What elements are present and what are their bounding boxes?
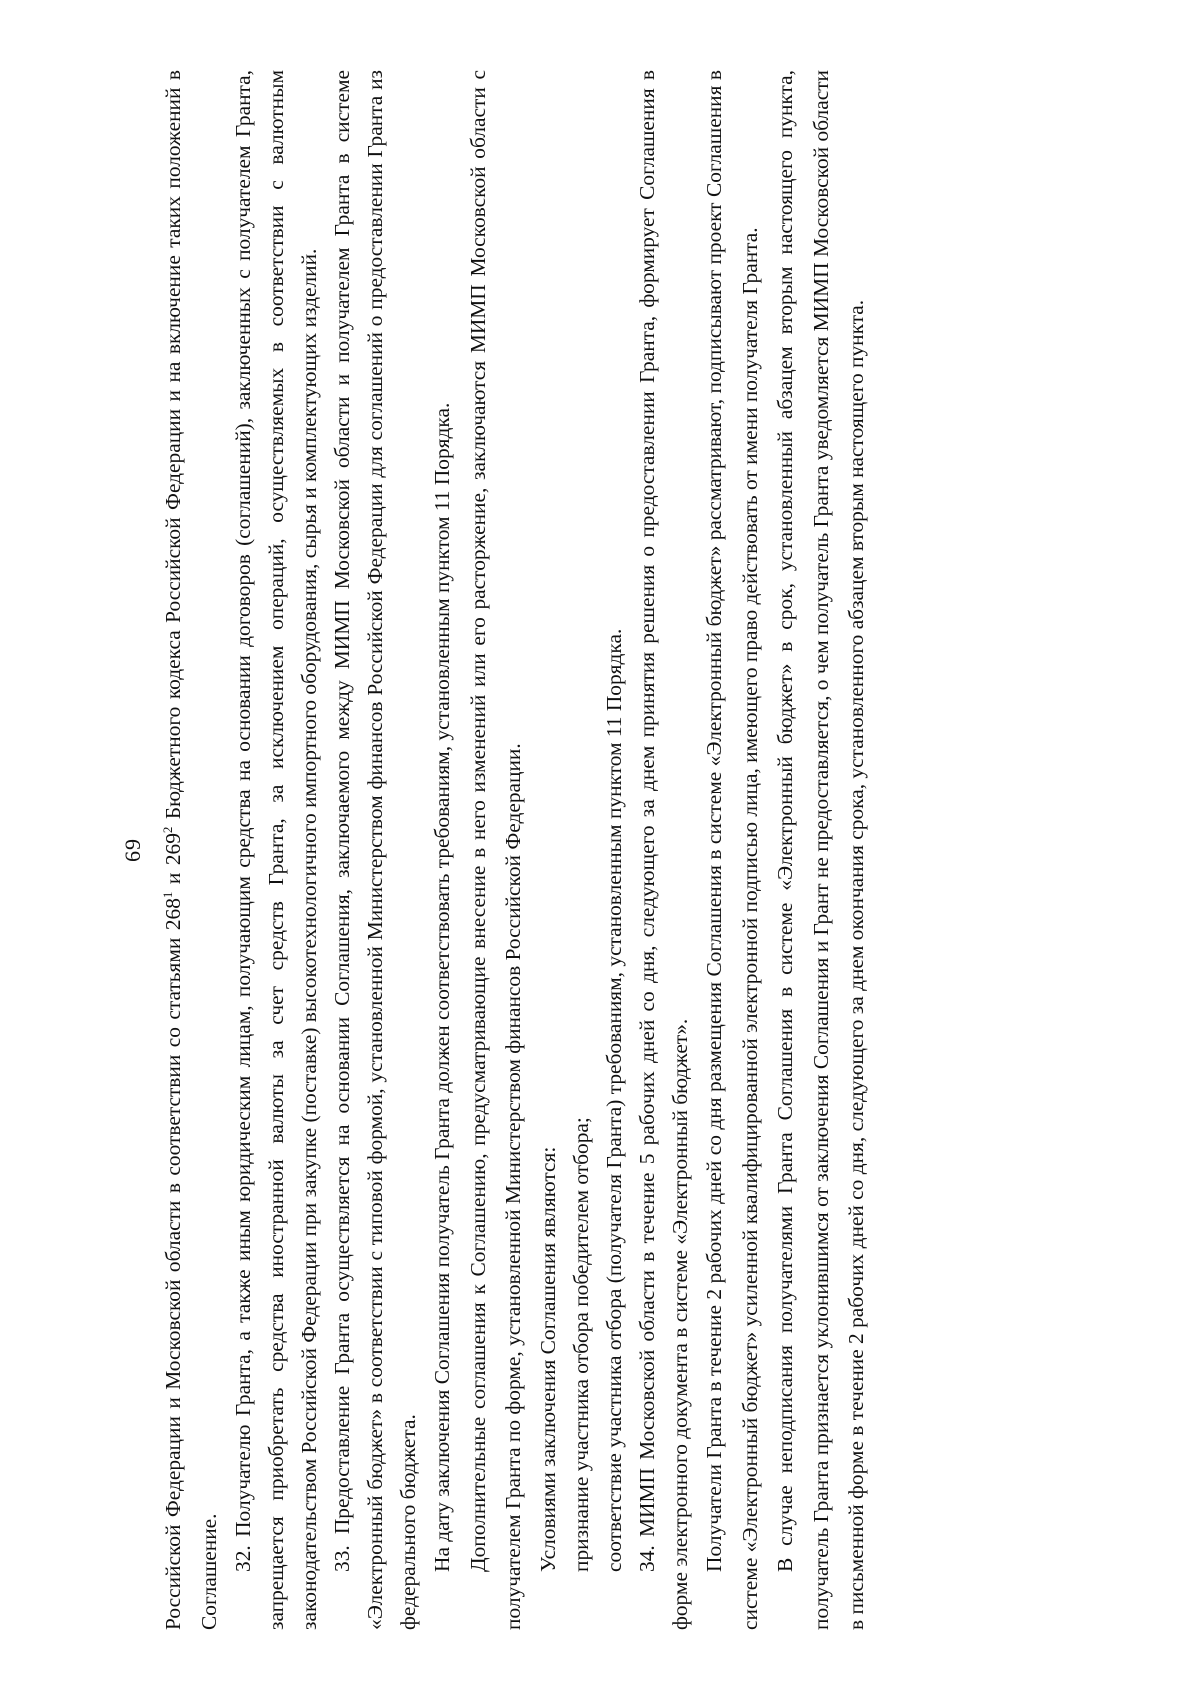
paragraph-continuation — [156, 70, 227, 1630]
paragraph-text: Бюджетного кодекса Российской Федерации и на включение таких положений в Соглашение. — [161, 70, 221, 1630]
page-number: 69 — [120, 838, 145, 862]
paragraph-33-condition-2: соответствие участника отбора (получателя Гранта) требованиям, установленным пунктом 11 Порядка. — [601, 628, 626, 1572]
document-body — [156, 70, 875, 1630]
paragraph-34-refusal: В случае неподписания получателями Гранта Соглашения в системе «Электронный бюджет» в срок, установленный абзацем вторым настоящего пункта, получатель Гранта признается уклонившимся от заключения Соглашения и Грант не предоставляется, о чем получатель Гранта уведомляется МИМП Московской области в письменной форме в течение 2 рабочих дней со дня, следующего за днем окончания срока, установленного абзацем вторым настоящего пункта. — [773, 70, 869, 1630]
paragraph-text: Российской Федерации и Московской области в соответствии со статьями 268 — [161, 898, 185, 1630]
paragraph-33-amendments: Дополнительные соглашения к Соглашению, предусматривающие внесение в него изменений или его расторжение, заключаются МИМП Московской области с получателем Гранта по форме, установленной Министерством финансов Российской Федерации. — [465, 70, 526, 1630]
paragraph-34: 34. МИМП Московской области в течение 5 рабочих дней со дня, следующего за днем принятия решения о предоставлении Гранта, формирует Соглашения в форме электронного документа в системе «Электронный бюджет». — [634, 70, 692, 1630]
superscript: 1 — [159, 891, 175, 899]
paragraph-text: и 269 — [161, 833, 185, 892]
paragraph-33-condition-1: признание участника отбора победителем отбора; — [568, 1117, 593, 1572]
document-page — [120, 70, 1120, 1630]
paragraph-32: 32. Получателю Гранта, а также иным юридическим лицам, получающим средства на основании договоров (соглашений), заключенных с получателем Гранта, запрещается приобретать средства иностранной валюты за счет средств Гранта, за исключением операций, осуществляемых в соответствии с валютным законодательством Российской Федерации при закупке (поставке) высокотехнологичного импортного оборудования, сырья и комплектующих изделий. — [231, 70, 322, 1630]
paragraph-33-conditions: Условиями заключения Соглашения являются: — [535, 1146, 560, 1572]
paragraph-33: 33. Предоставление Гранта осуществляется на основании Соглашения, заключаемого между МИМП Московской области и получателем Гранта в системе «Электронный бюджет» в соответствии с типовой формой, установленной Министерством финансов Российской Федерации для соглашений о предоставлении Гранта из федерального бюджета. — [330, 70, 421, 1630]
paragraph-33-date: На дату заключения Соглашения получатель Гранта должен соответствовать требованиям, установленным пунктом 11 Порядка. — [430, 402, 455, 1572]
paragraph-34-signing: Получатели Гранта в течение 2 рабочих дней со дня размещения Соглашения в системе «Электронный бюджет» рассматривают, подписывают проект Соглашения в системе «Электронный бюджет» усиленной квалифицированной электронной подписью лица, имеющего право действовать от имени получателя Гранта. — [701, 70, 762, 1630]
superscript: 2 — [159, 826, 175, 834]
